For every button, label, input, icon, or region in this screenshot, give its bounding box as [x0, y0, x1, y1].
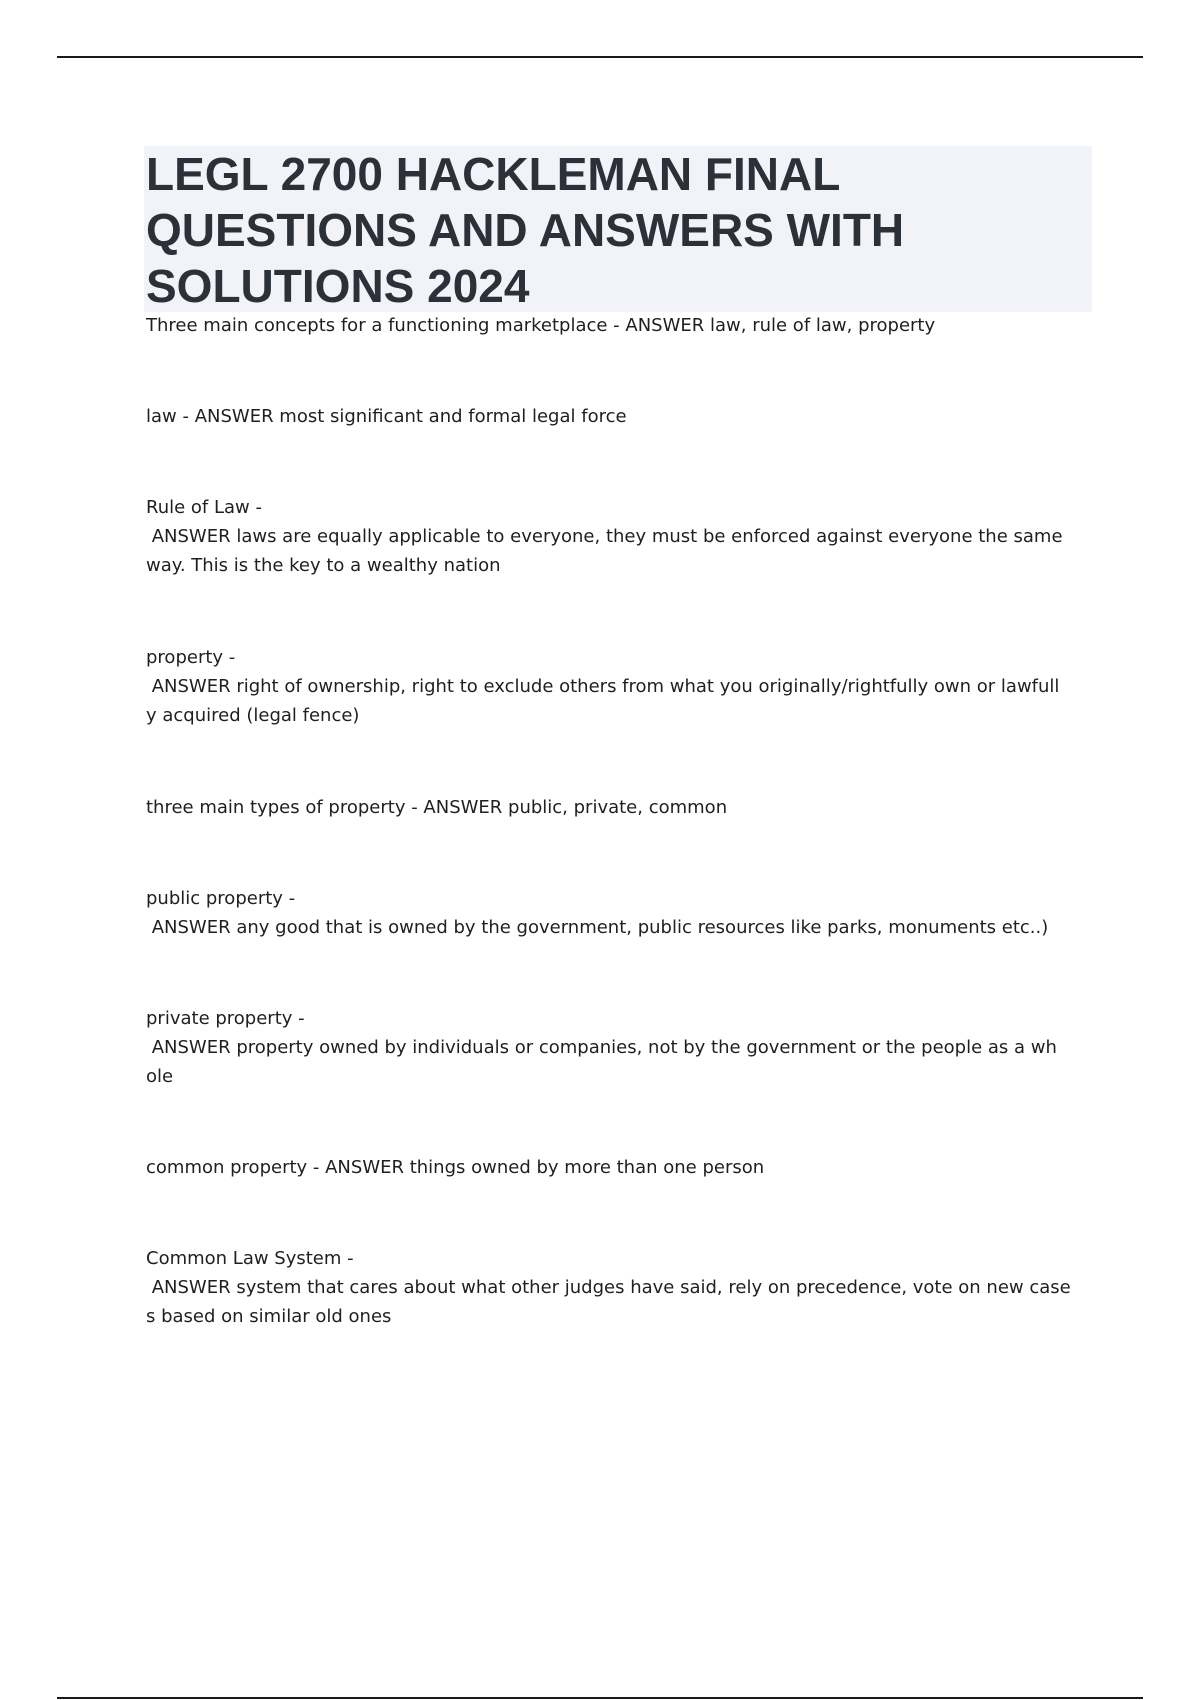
qa-entry — [146, 402, 1096, 431]
qa-entry — [146, 1153, 1096, 1182]
qa-line: ANSWER any good that is owned by the government, public resources like parks, monuments etc..) — [146, 917, 1049, 938]
qa-line: Three main concepts for a functioning marketplace - ANSWER law, rule of law, property — [146, 315, 936, 336]
qa-line: private property - — [146, 1008, 305, 1029]
top-rule — [57, 56, 1143, 58]
qa-entry — [146, 884, 1096, 942]
qa-line: ole — [146, 1066, 174, 1087]
qa-line: way. This is the key to a wealthy nation — [146, 555, 501, 576]
qa-line: ANSWER laws are equally applicable to everyone, they must be enforced against everyone the same — [146, 526, 1063, 547]
qa-line: law - ANSWER most significant and formal legal force — [146, 406, 627, 427]
qa-entry — [146, 1244, 1096, 1331]
qa-line: y acquired (legal fence) — [146, 705, 360, 726]
qa-entry — [146, 493, 1096, 580]
qa-entry — [146, 643, 1096, 730]
qa-line: ANSWER property owned by individuals or companies, not by the government or the people as a wh — [146, 1037, 1057, 1058]
qa-line: three main types of property - ANSWER public, private, common — [146, 797, 728, 818]
qa-entry — [146, 311, 1096, 340]
qa-line: ANSWER right of ownership, right to exclude others from what you originally/rightfully own or lawfull — [146, 676, 1060, 697]
bottom-rule — [57, 1697, 1143, 1699]
qa-line: property - — [146, 647, 236, 668]
qa-line: ANSWER system that cares about what other judges have said, rely on precedence, vote on new case — [146, 1277, 1071, 1298]
qa-line: common property - ANSWER things owned by more than one person — [146, 1157, 765, 1178]
title-line: SOLUTIONS 2024 — [146, 260, 530, 312]
qa-line: Common Law System - — [146, 1248, 354, 1269]
document-title — [146, 146, 1086, 314]
title-line: QUESTIONS AND ANSWERS WITH — [146, 204, 905, 256]
qa-line: s based on similar old ones — [146, 1306, 392, 1327]
qa-entry — [146, 793, 1096, 822]
qa-entry — [146, 1004, 1096, 1091]
title-line: LEGL 2700 HACKLEMAN FINAL — [146, 148, 841, 200]
qa-line: public property - — [146, 888, 296, 909]
qa-line: Rule of Law - — [146, 497, 262, 518]
